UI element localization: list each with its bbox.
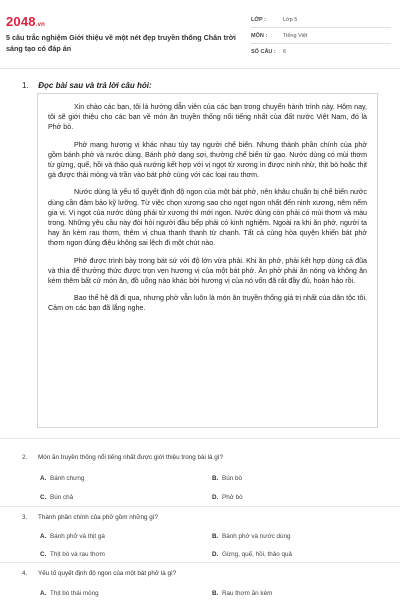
option-text: Bún chả: [50, 494, 74, 501]
option-text: Bánh phở và nước dùng: [222, 533, 291, 540]
question-number: 1.: [22, 81, 29, 90]
question-number: 4.: [22, 570, 28, 577]
info-value: 6: [283, 49, 287, 55]
option-letter: D.: [212, 494, 219, 501]
info-value: Tiếng Việt: [283, 32, 308, 39]
question-label: Món ăn truyền thống nổi tiếng nhất được giới thiệu trong bài là gì?: [38, 454, 224, 461]
option-c[interactable]: [40, 494, 73, 501]
option-letter: B.: [212, 590, 219, 597]
option-text: Rau thơm ăn kèm: [222, 590, 273, 597]
option-letter: B.: [212, 533, 219, 540]
option-text: Thịt bò và rau thơm: [50, 551, 105, 558]
option-letter: A.: [40, 533, 47, 540]
question-number: 3.: [22, 514, 28, 521]
question-3: [22, 514, 392, 561]
question-number: 2.: [22, 454, 28, 461]
option-d[interactable]: [212, 551, 292, 558]
option-letter: C.: [40, 494, 47, 501]
passage-paragraph: Phở được trình bày trong bát sứ với độ lớn vừa phải. Khi ăn phở, phải kết hợp dùng cả đũa và thìa để thưởng thức được trọn vẹn hương vị của một bát phở. Ăn phở phải ăn nóng và không ăn kèm thêm bất cứ món ăn, đồ uống nào khác bởi hương vị của nó vốn đã rất đầy đủ, hoàn hảo rồi.: [48, 256, 367, 286]
logo-suffix: .vn: [35, 22, 46, 28]
option-letter: D.: [212, 551, 219, 558]
info-row-count: [251, 44, 391, 60]
info-key: MÔN :: [251, 32, 268, 39]
divider: [0, 562, 400, 563]
info-value: Lớp 5: [283, 16, 298, 23]
option-text: Bánh chưng: [50, 475, 85, 482]
option-text: Bún bò: [222, 475, 242, 482]
info-row-class: [251, 12, 391, 28]
option-a[interactable]: [40, 475, 84, 482]
option-letter: C.: [40, 551, 47, 558]
option-letter: A.: [40, 475, 47, 482]
option-c[interactable]: [40, 551, 105, 558]
logo-text: 2048: [6, 14, 36, 29]
option-letter: A.: [40, 590, 47, 597]
passage-paragraph: Phở mang hương vị khác nhau tùy tay người chế biến. Nhưng thành phần chính của phở gồm bánh phở và nước dùng. Bánh phở dạng sợi, thường chế biến từ gạo. Nước dùng có mùi thơm từ gừng, quế, hồi và thảo quả nướng kết hợp với vị ngọt từ xương ìn được ninh nhừ, thịt bò hoặc thịt gà được thái mỏng và trần vào bát phở cùng với các loại rau thơm.: [48, 140, 367, 180]
question-1-block: [0, 68, 400, 90]
options: [22, 577, 392, 600]
divider: [0, 506, 400, 507]
question-label: Thành phần chính của phở gồm những gì?: [38, 514, 159, 521]
document-title: 5 câu trắc nghiệm Giới thiệu về một nét đẹp truyền thống Chân trời sáng tạo có đáp án: [6, 33, 236, 53]
site-logo[interactable]: [6, 14, 45, 29]
question-text: [22, 570, 392, 577]
question-text: [22, 454, 392, 461]
option-text: Bánh phở và thịt gà: [50, 533, 105, 540]
question-4: [22, 570, 392, 600]
option-text: Phở bò: [222, 494, 243, 501]
question-2: [22, 454, 392, 501]
divider: [0, 438, 400, 439]
info-table: [251, 12, 391, 60]
option-text: Gừng, quế, hồi, thảo quả: [222, 551, 293, 558]
option-letter: B.: [212, 475, 219, 482]
info-key: LỚP :: [251, 16, 266, 23]
page-header: [0, 0, 400, 62]
reading-passage: [37, 93, 378, 428]
option-b[interactable]: [212, 475, 242, 482]
option-a[interactable]: [40, 590, 99, 597]
question-1-heading: [22, 81, 400, 90]
option-text: Thịt bò thái mỏng: [50, 590, 99, 597]
info-row-subject: [251, 28, 391, 44]
option-b[interactable]: [212, 533, 291, 540]
options: [22, 521, 392, 561]
info-key: SỐ CÂU :: [251, 49, 276, 55]
option-b[interactable]: [212, 590, 272, 597]
option-a[interactable]: [40, 533, 105, 540]
options: [22, 461, 392, 501]
option-d[interactable]: [212, 494, 243, 501]
question-label: Yếu tố quyết định độ ngon của một bát phở là gì?: [38, 570, 177, 577]
passage-paragraph: Nước dùng là yếu tố quyết định độ ngon của một bát phở, nên khâu chuẩn bị chế biến nước dùng cần đảm bảo kỹ lưỡng. Từ việc chọn xương sao cho ngọt ngon nhất đến ninh xương, nêm nếm gia vị. Vị ngọt của nước dùng phải từ xương thì mới ngon. Nước dùng còn phải có mùi thơm và màu trong. Những yêu cầu này đòi hỏi người đầu bếp phải có kinh nghiệm. Ngoài ra khi ăn phở, người ta hay ăn kèm rau thơm, thêm vị chua thanh thanh từ chanh. Tất cả cùng hòa quyện khiến bát phở thơm ngon đúng điệu không sai lệch đi một chút nào.: [48, 188, 367, 248]
passage-paragraph: Bao thế hệ đã đi qua, nhưng phở vẫn luôn là món ăn truyền thống giá trị nhất của dân tộc tôi. Cảm ơn các bạn đã lắng nghe.: [48, 294, 367, 313]
passage-paragraph: Xin chào các bạn, tôi là hướng dẫn viên của các bạn trong chuyến hành trình này. Hôm nay, tôi sẽ giới thiệu cho các bạn về món ăn truyền thống nổi tiếng nhất của đất nước Việt Nam, đó là Phở bò.: [48, 103, 367, 132]
question-text: [22, 514, 392, 521]
question-prompt: Đọc bài sau và trả lời câu hỏi:: [38, 81, 152, 90]
